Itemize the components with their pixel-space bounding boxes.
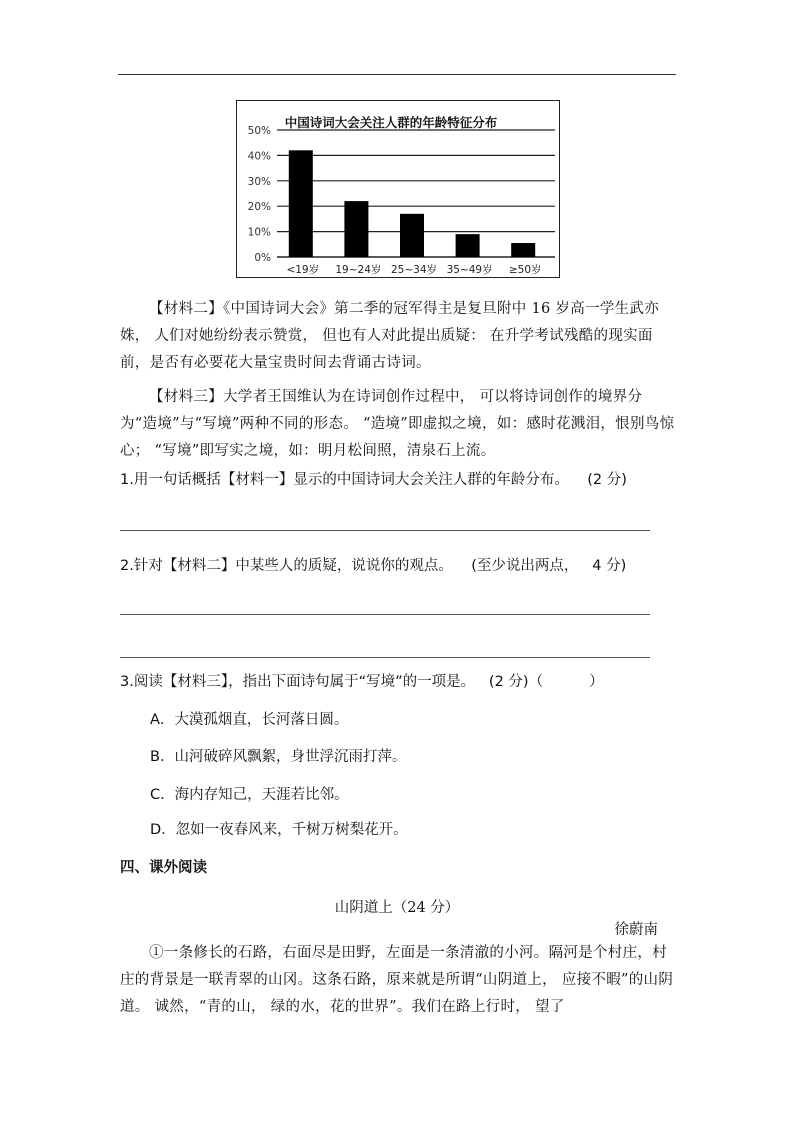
answer-line-q2-a[interactable] bbox=[120, 614, 650, 615]
material-three: 【材料三】大学者王国维认为在诗词创作过程中， 可以将诗词创作的境界分为“造境”与“写境”两种不同的形态。 “造境”即虚拟之境，如：感时花溅泪，恨别鸟惊心； “写境”即写实之境，如：明月松间照，清泉石上流。 bbox=[120, 389, 675, 459]
answer-line-q1[interactable] bbox=[120, 530, 650, 531]
article-title: 山阴道上（24 分） bbox=[334, 900, 460, 916]
article-author: 徐蔚南 bbox=[614, 922, 658, 938]
option-c[interactable]: C．海内存知己，天涯若比邻。 bbox=[150, 787, 349, 803]
bar bbox=[400, 214, 424, 257]
option-a[interactable]: A．大漠孤烟直，长河落日圆。 bbox=[150, 712, 349, 728]
x-tick-label: 25~34岁 bbox=[390, 264, 438, 276]
y-tick-label: 50% bbox=[247, 125, 271, 137]
bar bbox=[511, 243, 535, 257]
section-heading: 四、课外阅读 bbox=[120, 860, 207, 876]
y-tick-label: 10% bbox=[247, 226, 271, 239]
age-distribution-chart bbox=[236, 100, 560, 278]
bar bbox=[456, 234, 480, 257]
question-3: 3.阅读【材料三】，指出下面诗句属于“写境”的一项是。 (2 分)（ ） bbox=[120, 674, 604, 690]
question-2: 2.针对【材料二】中某些人的质疑，说说你的观点。 (至少说出两点， 4 分) bbox=[120, 558, 627, 574]
option-d[interactable]: D．忽如一夜春风来，千树万树梨花开。 bbox=[150, 822, 408, 838]
header-rule bbox=[118, 74, 676, 75]
y-tick-label: 20% bbox=[247, 201, 271, 214]
y-tick-label: 30% bbox=[247, 175, 271, 188]
option-b[interactable]: B．山河破碎风飘絮，身世浮沉雨打萍。 bbox=[150, 749, 407, 765]
answer-line-q2-b[interactable] bbox=[120, 657, 650, 658]
chart-bars bbox=[289, 150, 535, 257]
x-tick-label: <19岁 bbox=[286, 264, 320, 276]
x-tick-label: 35~49岁 bbox=[446, 264, 493, 276]
question-1: 1.用一句话概括【材料一】显示的中国诗词大会关注人群的年龄分布。 (2 分) bbox=[120, 472, 627, 488]
y-tick-label: 0% bbox=[254, 252, 271, 264]
chart-title: 中国诗词大会关注人群的年龄特征分布 bbox=[284, 115, 498, 130]
y-tick-label: 40% bbox=[247, 150, 271, 163]
chart-canvas bbox=[237, 101, 561, 279]
bar bbox=[344, 201, 368, 257]
x-tick-label: 19~24岁 bbox=[335, 264, 382, 276]
material-two: 【材料二】《中国诗词大会》第二季的冠军得主是复旦附中 16 岁高一学生武亦姝， 人们对她纷纷表示赞赏， 但也有人对此提出质疑： 在升学考试残酷的现实面前，是否有必要花大量宝贵时间去背诵古诗词。 bbox=[120, 301, 660, 371]
x-tick-label: ≥50岁 bbox=[508, 264, 542, 276]
bar bbox=[289, 150, 313, 257]
article-paragraph-1: ①一条修长的石路，右面尽是田野，左面是一条清澈的小河。隔河是个村庄，村庄的背景是一联青翠的山冈。这条石路，原来就是所谓“山阴道上， 应接不暇”的山阴道。 诚然，“青的山， 绿的水，花的世界”。我们在路上行时， 望了 bbox=[120, 945, 674, 1015]
